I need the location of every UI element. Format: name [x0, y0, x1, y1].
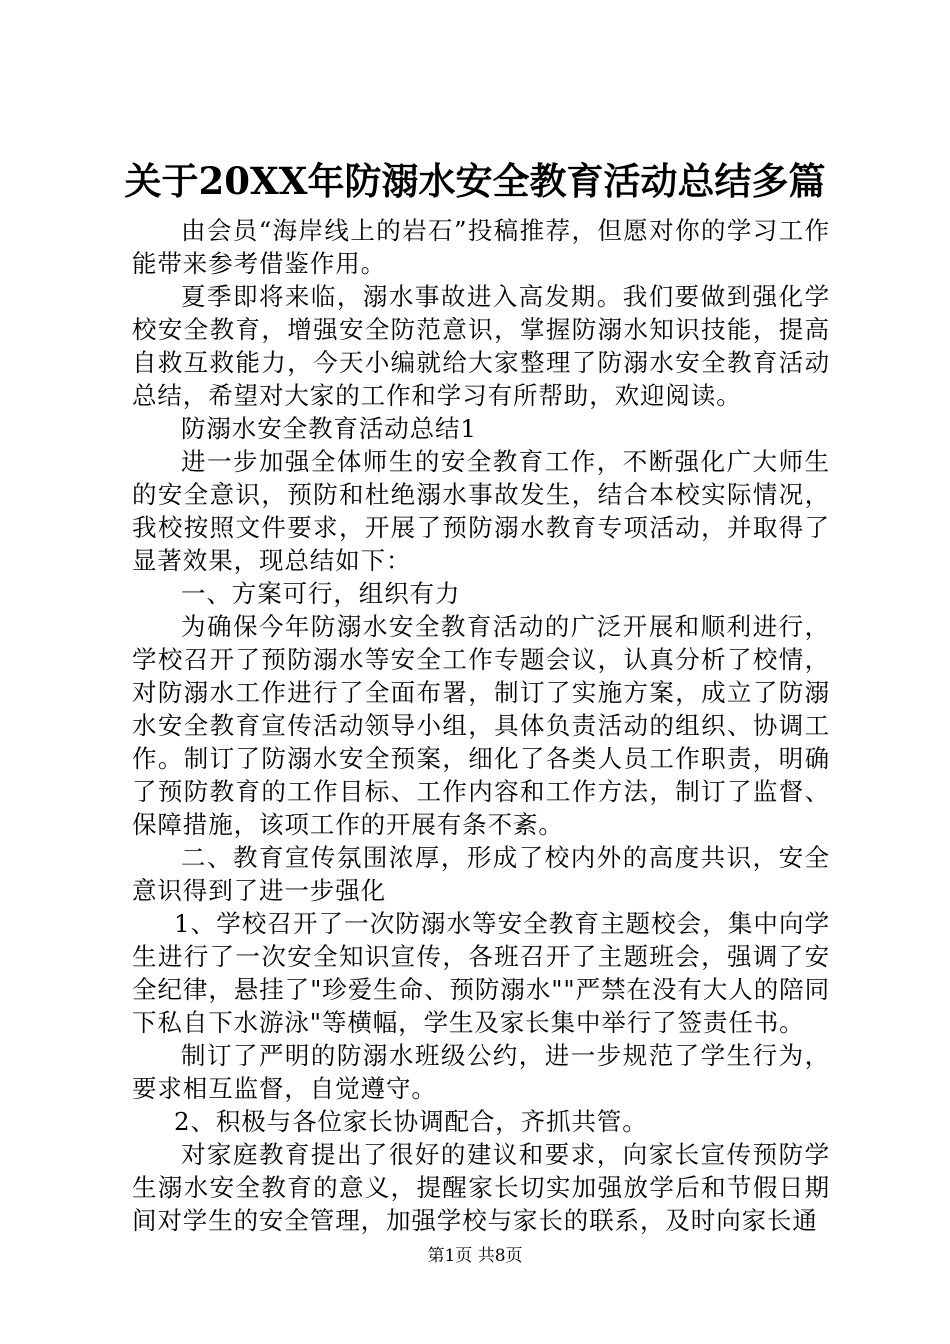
section-heading-plan: 一、方案可行，组织有力	[181, 579, 461, 608]
section-heading-summary-1: 防溺水安全教育活动总结1	[181, 414, 477, 443]
paragraph-summer: 夏季即将来临，溺水事故进入高发期。我们要做到强化学校安全教育，增强安全防范意识，掌握防溺水知识技能，提高自救互救能力，今天小编就给大家整理了防溺水安全教育活动总结，希望对大家的工作和学习有所帮助，欢迎阅读。	[132, 282, 830, 410]
paragraph-overview: 进一步加强全体师生的安全教育工作，不断强化广大师生的安全意识，预防和杜绝溺水事故发生，结合本校实际情况，我校按照文件要求，开展了预防溺水教育专项活动，并取得了显著效果，现总结如下：	[132, 447, 830, 575]
paragraph-family: 对家庭教育提出了很好的建议和要求，向家长宣传预防学生溺水安全教育的意义，提醒家长切实加强放学后和节假日期间对学生的安全管理，加强学校与家长的联系，及时向家长通	[132, 1140, 830, 1235]
page-footer: 第1页 共8页	[427, 1246, 523, 1266]
document-body	[132, 214, 830, 1237]
section-heading-publicity: 二、教育宣传氛围浓厚，形成了校内外的高度共识，安全意识得到了进一步强化	[132, 843, 830, 905]
paragraph-plan: 为确保今年防溺水安全教育活动的广泛开展和顺利进行，学校召开了预防溺水等安全工作专题会议，认真分析了校情，对防溺水工作进行了全面布署，制订了实施方案，成立了防溺水安全教育宣传活动领导小组，具体负责活动的组织、协调工作。制订了防溺水安全预案，细化了各类人员工作职责，明确了预防教育的工作目标、工作内容和工作方法，制订了监督、保障措施，该项工作的开展有条不紊。	[132, 612, 830, 839]
paragraph-item-2: 2、积极与各位家长协调配合，齐抓共管。	[174, 1107, 648, 1136]
paragraph-class-rules: 制订了严明的防溺水班级公约，进一步规范了学生行为，要求相互监督，自觉遵守。	[132, 1041, 830, 1103]
paragraph-item-1: 1、学校召开了一次防溺水等安全教育主题校会，集中向学生进行了一次安全知识宣传，各班召开了主题班会，强调了安全纪律，悬挂了"珍爱生命、预防溺水""严禁在没有大人的陪同下私自下水游泳"等横幅，学生及家长集中举行了签责任书。	[132, 909, 830, 1037]
paragraph-intro: 由会员“海岸线上的岩石”投稿推荐，但愿对你的学习工作能带来参考借鉴作用。	[132, 216, 830, 278]
document-title: 关于20XX年防溺水安全教育活动总结多篇	[124, 159, 826, 203]
